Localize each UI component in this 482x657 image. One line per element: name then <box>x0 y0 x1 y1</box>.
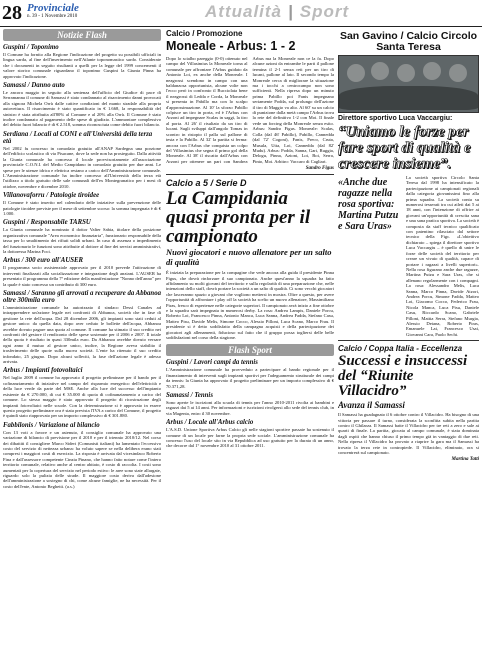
news-item-heading: Guspini / Lavori campi da tennis <box>166 359 258 367</box>
news-item-heading: Fabbilonis / Variazione al bilancio <box>3 421 100 429</box>
article-kicker: Calcio / Promozione <box>166 29 243 38</box>
team-photo <box>338 55 479 113</box>
divider <box>166 174 334 175</box>
news-item <box>3 44 161 79</box>
article-campidania <box>166 178 334 340</box>
news-item-body: L'A.S.D. Unione Sportiva Arbus Calcio gli nelle stagioni sportive passate ha sostenuto il comune di un locale per farne la propria sede sociale. L'amministrazione comunale ha concesso l'uso del locale sito in via Repubblica ad uso gratuito per la durata di un anno, che decorre dal 1° novembre 2010 al 31 ottobre 2011. <box>166 427 334 449</box>
photo-figure <box>423 62 441 80</box>
news-item-heading: Samassi / Danno auto <box>3 82 65 90</box>
news-item-heading: Guspini / Toponimo <box>3 44 59 51</box>
photo-ground <box>339 86 478 110</box>
article-moneale-arbus <box>166 29 334 171</box>
issue-info: n. 39 - 1 Novembre 2010 <box>27 14 78 19</box>
article-body: Dopo lo scialbo pareggio (0-0) ottenuto nel campo del Villasimius la Monreale torna al comunale per affrontare l'Arbus guidato da Antonio Loi, ex anche della Monreale. I neagrossi scendono in campo con una baldanzosa opportunista, alcune volte non l'ecco però in confronto il Bucciolata bene il neagrossi di Ledda e Corda, la Monreale si presenta in Pabillo ma con lo scalpo d'approssimazione. Al 10' la sforzo Pabillo colpisce un tiro in porta, ed è l'Arbus con Arzoni ad impegnare Scalas in saggi, la tiro al porta. Al 26' il risultato da un tiro di lucani. Sugli sviluppi dall'angolo Tomas in scontro in ristopio il palla sul pallone di testa e la Pabillo. Al 32' la partita si ferma: ancora con l'Arbus che conquista un colpo del Villasimius che segna il primo gol della Monreale. Al 38' il riscatto dall'Arbus con Arzoni per ottenere un pari con Sandrea Arbus ma la Monreale non ce la fa. Dopo alcune azioni da entrambe le parti il pallone termina il 2-1 senza reti per un tiro di lucani, pallone al lato. Il secondo tempo la Monreale cerca di migliorare la situazione ma i tocchi a centrocampo non sono sufficienti. Nella ripresa dopo un minuto prima Pabillo poi Fanis impegnano seriamente Podda, sul prolungo dell'azione il tiro di Maggio va alto. Al 60' su un calcio di punizione dalla metà campo l'Arbus trova la rete del definitivo 1-2 con Moi. Il finale vede un forcing della Monreale senza esito. Arbus: Sandro Figus. Monreale: Scalas, Colla (dal 46' Pabillo), Pabillo, Cannedda (dal 72' Cogoni), Fanis, Preco, Cruta, Musula, Utta, Loi, Cannedda (dal 82' Mudu). Arbus: Podda, Sanna, Gari, Ruggia, Delogu, Pinna, Azioni, Loi, Boi, Serra, Pinto, Moi. Arbitro: Vaccaro di Cagliari. <box>166 56 334 164</box>
news-item-body: Il Comune ha fornito alla Regione l'indicazione del progetto su possibili ufficiali in lingua sarda, al fine dell'inserimento nell'Atlante toponomastico sardo. Considerate che i documenti in seguito risultanti a quelli per la legge del 1999 concernenti il valore storico comunale riguardano il toponimo Guspini la Giunta Pinna ha approvato l'indicazione. <box>3 52 161 79</box>
news-item-body: Nel luglio 2009 il comune ha approvato il progetto preliminare per il bando per il cofinanziamento di iniziative nel campo del risparmio energetico dell'elettricità e della luce verde da parte del MSE. Anche alla luce del successo dell'impianto esistente da € 270.000, di cui € 35.000 di quota di cofinanziamento a carico del comune. Lo stesso maggio è stato approvato il progetto di ricostruzione degli impianti fotovoltaici nelle scuole. Con la determinazione si è approvato in essere questo progetto preliminare ora è stata prevista l'IVA a carico del Comune, il progetto è quindi stato riapprovato per un importo complessivo di € 301.880. <box>3 375 161 419</box>
photo-figure <box>347 64 365 82</box>
news-item-body: L'Amministrazione comunale ha provveduto a partecipare al bando regionale per il finanziamento di interventi sugli impianti sportivi per l'adeguamento strutturale dei campi da tennis: la Giunta ha approvato il progetto preliminare per un importo complessivo di € 70.371,28. <box>166 367 334 389</box>
article-signature: Martina Tatti <box>451 457 479 463</box>
article-headline: La Campidania quasi pronta per il campionato <box>166 188 311 248</box>
article-deck: Avanza il Samassi <box>338 400 405 411</box>
section-left: Attualità <box>205 2 282 21</box>
news-item-body: Il programma socio assistenziale approvato per il 2010 prevede l'attivazione di interventi finalizzati alla socializzazione e integrazione degli anziani. L'AUSER ha presentato il programma della 7ª edizione della manifestazione "Nonno dell'anno" per la quale è stato concesso un contributo di 300 euro. <box>3 265 161 287</box>
news-item-body: L'amministrazione comunale ha autorizzato il sindaco Dessì Canales ad intrapprendere un'azione legale nei confronti di Abbanoa, società che in fase di gestione la rete dell'acqua. Dal 28 dicembre 2006, gli impianti sono stati ceduti al gestore unico: da quella data, dopo aver ceduto le bollette dell'acqua, Abbanoa avrebbe dovuto pagare una quota al comune. Il comune ha stimato il suo credito nei confronti del gestore il rendiconto delle spese sostenute per il 2006 e 2007. Il totale della quota è risultato in quasi 330mila euro. Da Abbanoa avrebbe dovuto versare ogni anno il mutuo al gestore unico, inoltre, la Regione aveva stabilito il trasferimento delle quote sulla nuova società. L'ente ha ritenuto il suo credito infondato, 25 giugno. Dopo alcuni solleciti, la fase dell'azione legale è adesso arrivata. <box>3 305 161 365</box>
photo-figure <box>371 62 389 80</box>
article-coppa-italia <box>338 344 479 462</box>
news-flash-column <box>3 29 161 654</box>
article-headline: Successi e insuccessi del “Riunite Villacidro” <box>338 353 468 400</box>
news-item <box>3 192 161 216</box>
article-headline: Moneale - Arbus: 1 - 2 <box>166 39 296 53</box>
news-item <box>166 392 334 416</box>
flash-sport-banner: Flash Sport <box>166 344 334 356</box>
news-item <box>3 422 161 489</box>
article-kicker: Calcio / Coppa Italia - Eccellenza <box>338 344 463 354</box>
news-item-body: Le ancora maggio in seguito alla sentenza dell'ufficio del Giudice di pace di Serramanna il comune di Samassi è stato condannato al risarcimento danni provocati alla signora Michela Orrù dalle cattive condizioni del manto stradale alla propria autovettura. Il risarcimento è stato quantificato in € 1.668, la responsabilità del sinistro è stata attribuita all'80% al Comune e al 20% alla Orrù. Il Comune è stato inoltre condannato al pagamento delle spese di giudizio. L'ammontare complessivo del debito fuori bilancio è di € 2.518, somma riconosciuta come debito fuori bilancio. <box>3 90 161 128</box>
news-item <box>166 419 334 449</box>
section-right: Sport <box>299 2 350 21</box>
article-signature: Sandro Figus <box>305 166 334 172</box>
news-item <box>3 367 161 418</box>
article-body: La società sportiva Circolo Santa Teresa dal 1998 ha intensificato la partecipazione ai campionati regionali dalla categoria giovanissimi fino alla prima squadra. La società conta su numerosi tesserati tra cui atleti dai 5 ai 18 anni, con l'intenzione di offrire ai giovani un'opportunità di crescita sana e una sana pratica sportiva. La società è composta da staff tecnico qualificato con patentino rilasciato dal settore tecnico della Figc. «L'obiettivo dichiarato – spiega il direttore sportivo Luca Vaccargiu – è quello di unire le forze delle società del territorio per creare un vivaio di qualità, capace di portare i ragazzi a livelli superiori». Nella rosa figurano anche due ragazze, Martina Putzu e Sara Uras, che si allenano regolarmente con i compagni. La rosa: Alessandro Melis, Luca Sanna, Marco Pinna, Davide Atzori, Andrea Porcu, Simone Fadda, Matteo Loi, Giacomo Cocco, Federico Frau, Nicola Manca, Luca Pisu, Daniele Casu, Riccardo Scano, Gabriele Pilloni, Mattia Serra, Stefano Murgia, Alessio Deiana, Roberto Piras, Emanuele Lai, Francesco Usai, Giovanni Cara, Paolo Sechi. <box>406 175 479 337</box>
news-item-body: Con 13 voti a favore e un astenuto, il consiglio comunale ha approvato una variazione di bilancio di previsione per il 2010 e per il triennio 2010/12. Nel corso dei dibattiti il consigliere Marco Sideri (Comunisti italiani) ha lamentato l'eccessivo costo del servizio di nettezza urbana: ha voluto sapere se nella delibera erano stati compresi i maggiori costi di esercizio. La risposta è arrivata dal vicesindaco Roberto Fina e dall'assessore competente Cinzia Pinano, che hanno fatto notare come l'intero territorio comunale, relativo anche al centro abitato, è costo di raccolta. I costi sono aumentati per la copertura del servizio nel periodo estivo: le aree sono state allargate, riguardo solo la pulizia delle strade. Il maggiore costo deriva dall'adesione dell'amministrazione a sostegno di chi, come alcune famiglie, ne ha necessità. Per il costo dell'ente, Antonio Beghetti. (a.s.) <box>3 429 161 489</box>
news-item-heading: Samassi / Saranno gli arrovati a recuperare da Abbanoa oltre 300mila euro <box>3 290 161 304</box>
section-title <box>205 2 349 22</box>
photo-figure <box>397 64 415 82</box>
director-line: Direttore sportivo Luca Vaccargiu: <box>338 115 453 122</box>
news-item-heading: Arbus / 300 euro all'AUSER <box>3 257 84 265</box>
news-item-heading: Villanovaforru / Patologie tiroidee <box>3 192 100 200</box>
flash-banner: Notizie Flash <box>3 29 161 41</box>
pull-quote: “Uniamo le forze per fare sport di qualità e crescere insieme”. <box>338 124 471 172</box>
news-item-body: Nel 2002 fu concesso in comodato gratuito all'ANAP Sardegna una porzione dell'edificio scolastico di via Pisacane, dove la sede non ha prosieguito. Dalla attività la Giunta comunale ha concesso il locale provvisoriamente all'associazione provinciale C.O.N.I. del Medio Campidano in comodato gratuito per due anni. Le spese per le utenze idrica e elettrica restano a carico dell'Amministrazione comunale. L'Amministrazione comunale ha inoltre concesso all'Università della terza età l'utilizzo a titolo gratuito delle sale comunali dell'ex Montegranatico per i mesi di ottobre, novembre e dicembre 2010. <box>3 145 161 189</box>
news-item <box>3 257 161 287</box>
news-item-body: La Giunta comunale ha nominato il dottor Valter Sabia, titolare della posizione organizzativa comunale "Area economico finanziaria", funzionario responsabile della tassa per lo smaltimento dei rifiuti solidi urbani. In caso di assenza o impedimento del funzionario le funzioni sono attribuite al dottore al fine dei servizi amministrativi, la dottoressa Marina Foci. <box>3 227 161 254</box>
news-item-heading: Samassi / Tennis <box>166 392 213 400</box>
article-kicker: Calcio a 5 / Serie D <box>166 178 247 189</box>
news-item-body: Il Comune è stato inserito nel calendario delle iniziative sulla prevenzione delle patologie tiroidee previste per il mese di settembre scorso: la somma impegnata è di € 1.000. <box>3 200 161 216</box>
divider <box>338 340 479 341</box>
article-body: Il Samassi ha guadagnato il 6 ottobre contro il Villacidro. Ha bisogno di una vittoria per passare il turno, considerata la sconfitta subita nella partita contro il Ghilarza. Il Samassi batte il Villacidro per tre reti a zero e sale ai quarti di finale. La partita, giocata al campo comunale, è stata dominata dagli ospiti che hanno chiuso il primo tempo già in vantaggio di due reti. Nella ripresa il Villacidro ha provato a riaprire la gara ma il Samassi ha trovato la terza rete in contropiede. Il Villacidro, eliminato, ora si concentrerà sul campionato. <box>338 412 479 456</box>
page-number: 28 <box>2 2 22 24</box>
news-item-heading: Arbus / Impianti fotovoltaici <box>3 367 83 375</box>
section-separator: | <box>288 2 294 21</box>
news-item-body: Sono aperte le iscrizioni alla scuola di tennis per l'anno 2010-2011 rivolta ai bambini e ragazzi dai 5 ai 14 anni. Per informazioni e iscrizioni rivolgersi allo sede del tennis club, in via Magenta, entro il 30 novembre. <box>166 400 334 416</box>
sub-quote: «Anche due ragazze nella rosa sportiva: Martina Putzu e Sara Uras» <box>338 177 399 232</box>
news-item-heading: Guspini / Responsabile TARSU <box>3 219 91 227</box>
page-header <box>0 0 482 27</box>
article-deck: Nuovi giocatori e nuovo allenatore per un salto di qualità <box>166 247 332 267</box>
news-item <box>166 359 334 389</box>
news-item <box>3 219 161 254</box>
news-item <box>3 82 161 128</box>
news-item <box>3 131 161 189</box>
news-item-heading: Arbus / Locale all'Arbus calcio <box>166 419 254 427</box>
photo-figure <box>449 64 467 82</box>
masthead-logo: Provinciale <box>27 2 79 14</box>
club-column <box>338 29 479 654</box>
quote-row <box>338 175 479 337</box>
news-item-heading: Serdiana / Locali al CONI e all'Università della terza età <box>3 130 153 145</box>
sport-column <box>166 29 334 654</box>
news-item <box>3 290 161 364</box>
article-body: È iniziata la preparazione per la compagine che vede ancora alla guida il presidente Pinna Figus, che dovrà rinforzare il suo campionato. Anche quest'anno la squadra ha fatto affidamento su molti giovani del territorio e sulla regolarità di una preparazione che, nelle intenzioni dello staff, dovrà portare la società a un salto di qualità. Ci sono vecchi giocatori che lasceranno spazio a giovani che vogliono mettersi in mostra. Oltre a questo, per avere l'opportunità di affrontare i play off la società ha scelto un nuovo allenatore, Massimiliano Piras, fresco di esperienze nelle categorie superiori. Il campionato avrà inizio a fine ottobre e la squadra sarà impegnata in numerosi derby. La rosa: Andrea Lampis, Daniele Porcu, Roberto Loi, Francesco Pinna, Antonio Manca, Luca Sanna, Andrea Fadda, Stefano Casu, Matteo Pisu, Davide Melis, Simone Cocco, Alessio Pilloni, Luca Scano, Marco Frau. Il presidente si è detto soddisfatto della campagna acquisti e della partecipazione dei giocatori agli allenamenti, fiducioso sul fatto che il gruppo possa togliersi delle belle soddisfazioni nel corso della stagione. <box>166 270 334 340</box>
club-title: San Gavino / Calcio Circolo Santa Teresa <box>339 30 478 53</box>
